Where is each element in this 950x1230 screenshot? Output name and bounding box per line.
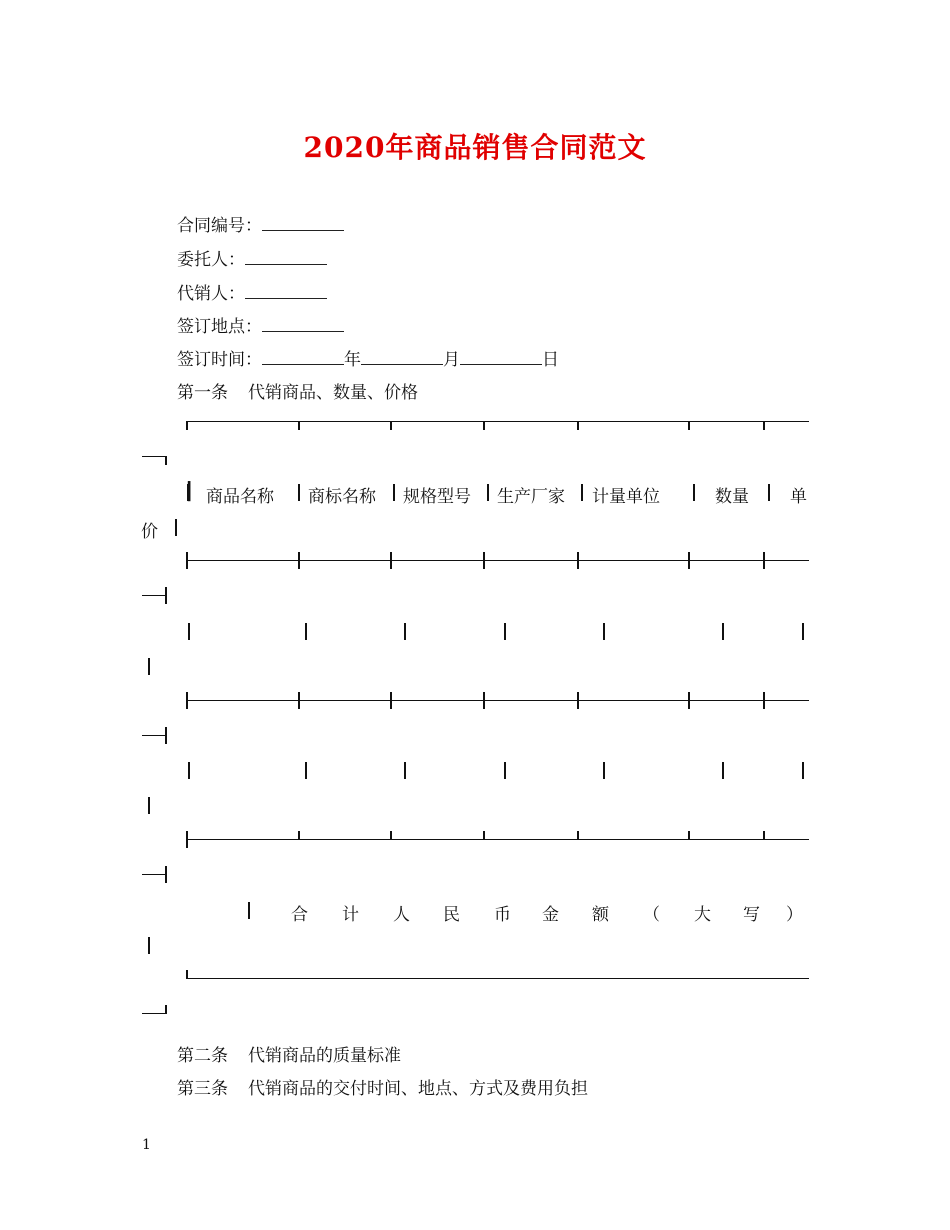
table-col-divider [148, 658, 150, 675]
total-char: 写 [743, 905, 760, 925]
table-tick [390, 831, 392, 840]
table-col-divider [802, 623, 804, 640]
table-row-separator [186, 560, 809, 561]
table-col-divider [404, 623, 406, 640]
table-wrap-line [142, 456, 166, 457]
header-goods-name: 商品名称 [206, 487, 274, 507]
table-col-divider [504, 623, 506, 640]
table-col-divider [188, 762, 190, 779]
article-3-text: 代销商品的交付时间、地点、方式及费用负担 [248, 1079, 588, 1099]
agent-label: 代销人： [177, 284, 245, 304]
table-tick [186, 692, 188, 709]
table-col-divider [175, 519, 177, 536]
table-tick [390, 692, 392, 709]
table-col-divider [603, 762, 605, 779]
table-tick [763, 552, 765, 569]
table-col-divider [188, 623, 190, 640]
table-tick [165, 727, 167, 744]
principal-label: 委托人： [177, 250, 245, 270]
table-tick [763, 421, 765, 430]
table-tick [165, 587, 167, 604]
table-tick [298, 421, 300, 430]
signing-time-label: 签订时间： [177, 350, 262, 370]
table-tick [483, 552, 485, 569]
page-number: 1 [142, 1137, 151, 1153]
article-1-text: 代销商品、数量、价格 [248, 383, 418, 403]
table-tick [390, 552, 392, 569]
total-char: 额 [592, 905, 609, 925]
total-char: （ [643, 905, 660, 925]
table-col-divider [148, 797, 150, 814]
total-char: 计 [342, 905, 359, 925]
table-tick [186, 831, 188, 848]
total-char: 人 [393, 905, 410, 925]
table-col-divider [148, 937, 150, 954]
table-col-divider [248, 902, 250, 919]
table-col-divider [393, 484, 395, 501]
table-tick [763, 692, 765, 709]
header-unit-price: 单 [790, 487, 807, 507]
table-tick [483, 831, 485, 840]
table-wrap-line [142, 595, 166, 596]
table-col-divider [305, 762, 307, 779]
total-char: ） [786, 905, 803, 925]
table-wrap-line [142, 1013, 166, 1014]
total-char: 币 [494, 905, 511, 925]
header-brand-name: 商标名称 [308, 487, 376, 507]
total-char: 合 [291, 905, 308, 925]
table-tick [483, 692, 485, 709]
table-tick [165, 1005, 167, 1014]
month-label: 月 [443, 350, 460, 370]
header-quantity: 数量 [715, 487, 749, 507]
header-unit: 计量单位 [592, 487, 660, 507]
table-tick [165, 456, 167, 465]
table-tick [483, 421, 485, 430]
table-col-divider [487, 484, 489, 501]
table-tick [390, 421, 392, 430]
table-row-separator [186, 839, 809, 840]
table-col-divider [722, 762, 724, 779]
total-char: 大 [694, 905, 711, 925]
table-col-divider [404, 762, 406, 779]
table-header-row: ┃ [184, 482, 195, 502]
article-2-number: 第二条 [177, 1046, 228, 1066]
table-tick [688, 552, 690, 569]
total-char: 金 [542, 905, 559, 925]
table-col-divider [768, 484, 770, 501]
header-spec-model: 规格型号 [403, 487, 471, 507]
table-tick [186, 421, 188, 430]
table-tick [577, 692, 579, 709]
table-col-divider [802, 762, 804, 779]
table-tick [186, 552, 188, 569]
table-tick [688, 692, 690, 709]
table-tick [165, 866, 167, 883]
table-row-separator [186, 700, 809, 701]
table-col-divider [305, 623, 307, 640]
contract-number-label: 合同编号： [177, 216, 262, 236]
table-wrap-line [142, 874, 166, 875]
signing-place-label: 签订地点： [177, 317, 262, 337]
article-1-number: 第一条 [177, 383, 228, 403]
table-tick [577, 552, 579, 569]
table-col-divider [504, 762, 506, 779]
header-unit-price-wrap: 价 [141, 522, 158, 542]
table-wrap-line [142, 735, 166, 736]
table-col-divider [187, 484, 189, 501]
table-tick [298, 831, 300, 840]
table-tick [577, 831, 579, 840]
table-col-divider [298, 484, 300, 501]
day-label: 日 [542, 350, 559, 370]
total-char: 民 [443, 905, 460, 925]
table-col-divider [603, 623, 605, 640]
table-bottom-border [186, 978, 809, 979]
table-tick [298, 692, 300, 709]
year-label: 年 [344, 350, 361, 370]
article-2-heading [177, 1041, 401, 1066]
table-tick [577, 421, 579, 430]
table-col-divider [581, 484, 583, 501]
table-col-divider [693, 484, 695, 501]
table-tick [688, 421, 690, 430]
article-2-text: 代销商品的质量标准 [248, 1046, 401, 1066]
document-title: 2020年商品销售合同范文 [303, 131, 647, 164]
header-manufacturer: 生产厂家 [497, 487, 565, 507]
table-top-border [186, 421, 809, 422]
table-col-divider [722, 623, 724, 640]
table-tick [763, 831, 765, 840]
article-3-number: 第三条 [177, 1079, 228, 1099]
table-tick [298, 552, 300, 569]
table-tick [688, 831, 690, 840]
article-3-heading [177, 1074, 588, 1099]
